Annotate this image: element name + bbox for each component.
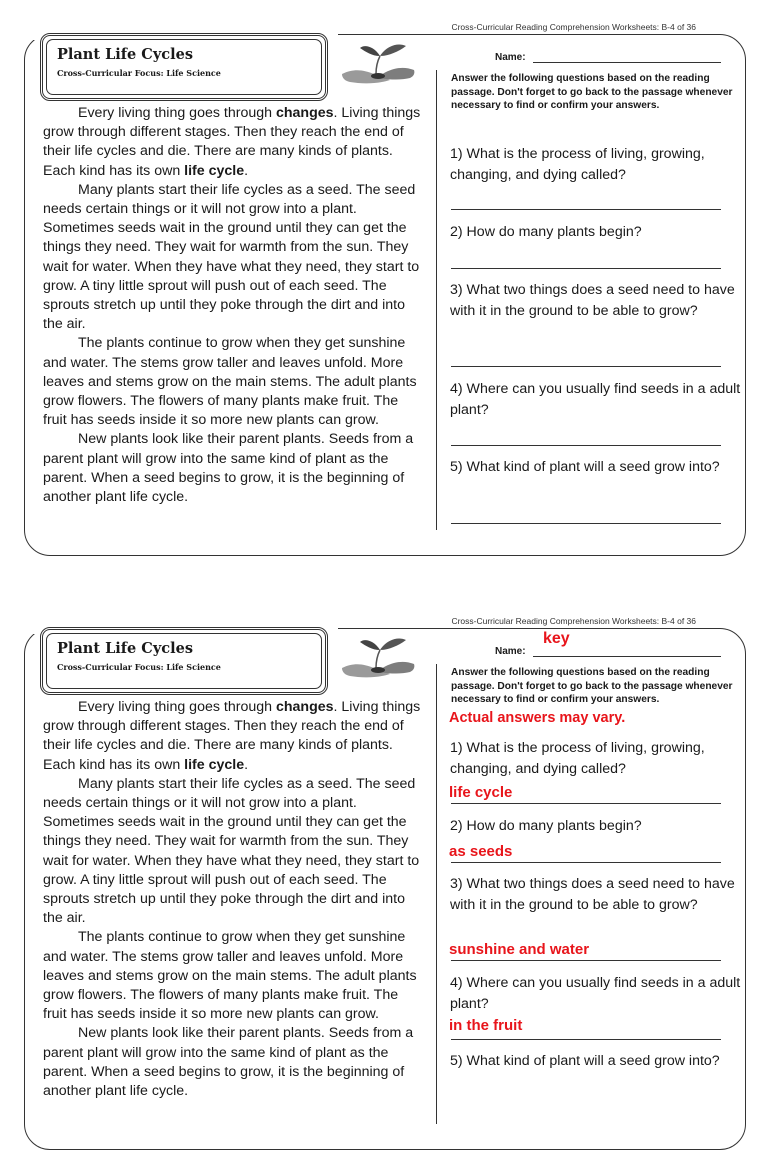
answer-line-4[interactable] bbox=[451, 1039, 721, 1040]
name-key-value: key bbox=[543, 630, 570, 647]
passage-paragraph: Many plants start their life cycles as a seed. The seed needs certain things or it will not grow into a plant. Sometimes seeds wait in the ground until they can get the things they need. They wait for warmth from the sun. They wait for water. When they have what they need, they start to grow. A tiny little sprout will push out of each seed. The sprouts stretch up until they poke through the dirt and into the air. bbox=[43, 181, 420, 333]
column-divider bbox=[436, 664, 437, 1124]
instructions: Answer the following questions based on the reading passage. Don't forget to go back to the passage whenever necessary to find or confirm your answers. bbox=[451, 667, 733, 705]
worksheet-title: Plant Life Cycles bbox=[57, 46, 194, 63]
seedling-hands-image bbox=[340, 40, 416, 88]
question-1: 1) What is the process of living, growing, changing, and dying called? bbox=[450, 740, 705, 777]
name-label: Name: bbox=[495, 52, 526, 63]
answer-line-1[interactable] bbox=[451, 803, 721, 804]
passage-paragraph: Every living thing goes through changes. Living things grow through different stages. Then they reach the end of their life cycles and die. There are many kinds of plants. Each kind has its own life cycle. bbox=[43, 105, 421, 179]
question-5: 5) What kind of plant will a seed grow into? bbox=[450, 1053, 720, 1069]
page-header: Cross-Curricular Reading Comprehension Worksheets: B-4 of 36 bbox=[451, 22, 696, 32]
answers-vary-note: Actual answers may vary. bbox=[449, 710, 626, 726]
title-box bbox=[40, 627, 328, 695]
reading-passage bbox=[43, 698, 425, 1101]
answer-line-3[interactable] bbox=[451, 960, 721, 961]
passage-paragraph: New plants look like their parent plants. Seeds from a parent plant will grow into the same kind of plant as the parent. When a seed begins to grow, it is the beginning of another plant life cycle. bbox=[43, 1025, 414, 1100]
passage-paragraph: The plants continue to grow when they get sunshine and water. The stems grow taller and leaves unfold. More leaves and stems grow on the main stems. The adult plants grow flowers. The flowers of many plants make fruit. The fruit has seeds inside it so more new plants can grow. bbox=[43, 929, 417, 1023]
passage-paragraph: Every living thing goes through changes. Living things grow through different stages. Then they reach the end of their life cycles and die. There are many kinds of plants. Each kind has its own life cycle. bbox=[43, 699, 421, 773]
question-2: 2) How do many plants begin? bbox=[450, 818, 642, 834]
question-5: 5) What kind of plant will a seed grow into? bbox=[450, 459, 720, 475]
name-field-line[interactable] bbox=[533, 62, 721, 63]
question-4: 4) Where can you usually find seeds in a adult plant? bbox=[450, 381, 741, 418]
focus-subtitle: Cross-Curricular Focus: Life Science bbox=[57, 662, 221, 672]
worksheet-title: Plant Life Cycles bbox=[57, 640, 194, 657]
instructions: Answer the following questions based on the reading passage. Don't forget to go back to the passage whenever necessary to find or confirm your answers. bbox=[451, 73, 733, 111]
answer-line-4[interactable] bbox=[451, 445, 721, 446]
seedling-hands-image bbox=[340, 634, 416, 682]
name-label: Name: bbox=[495, 646, 526, 657]
question-4: 4) Where can you usually find seeds in a adult plant? bbox=[450, 975, 741, 1012]
passage-paragraph: New plants look like their parent plants. Seeds from a parent plant will grow into the same kind of plant as the parent. When a seed begins to grow, it is the beginning of another plant life cycle. bbox=[43, 431, 414, 506]
reading-passage bbox=[43, 104, 425, 507]
column-divider bbox=[436, 70, 437, 530]
answer-line-2[interactable] bbox=[451, 268, 721, 269]
answer-line-2[interactable] bbox=[451, 862, 721, 863]
answer-line-1[interactable] bbox=[451, 209, 721, 210]
answer-line-5[interactable] bbox=[451, 523, 721, 524]
answer-1: life cycle bbox=[449, 784, 513, 801]
answer-2: as seeds bbox=[449, 843, 513, 860]
answer-3: sunshine and water bbox=[449, 941, 590, 958]
page-header: Cross-Curricular Reading Comprehension Worksheets: B-4 of 36 bbox=[451, 616, 696, 626]
question-2: 2) How do many plants begin? bbox=[450, 224, 642, 240]
question-3: 3) What two things does a seed need to have with it in the ground to be able to grow? bbox=[450, 876, 735, 913]
question-1: 1) What is the process of living, growing, changing, and dying called? bbox=[450, 146, 705, 183]
focus-subtitle: Cross-Curricular Focus: Life Science bbox=[57, 68, 221, 78]
passage-paragraph: The plants continue to grow when they get sunshine and water. The stems grow taller and leaves unfold. More leaves and stems grow on the main stems. The adult plants grow flowers. The flowers of many plants make fruit. The fruit has seeds inside it so more new plants can grow. bbox=[43, 335, 417, 429]
answer-4: in the fruit bbox=[449, 1017, 523, 1034]
question-3: 3) What two things does a seed need to have with it in the ground to be able to grow? bbox=[450, 282, 735, 319]
passage-paragraph: Many plants start their life cycles as a seed. The seed needs certain things or it will not grow into a plant. Sometimes seeds wait in the ground until they can get the things they need. They wait for warmth from the sun. They wait for water. When they have what they need, they start to grow. A tiny little sprout will push out of each seed. The sprouts stretch up until they poke through the dirt and into the air. bbox=[43, 775, 420, 927]
answer-line-3[interactable] bbox=[451, 366, 721, 367]
title-box bbox=[40, 33, 328, 101]
worksheet-answer-key bbox=[0, 594, 768, 1100]
name-field-line[interactable] bbox=[533, 656, 721, 657]
